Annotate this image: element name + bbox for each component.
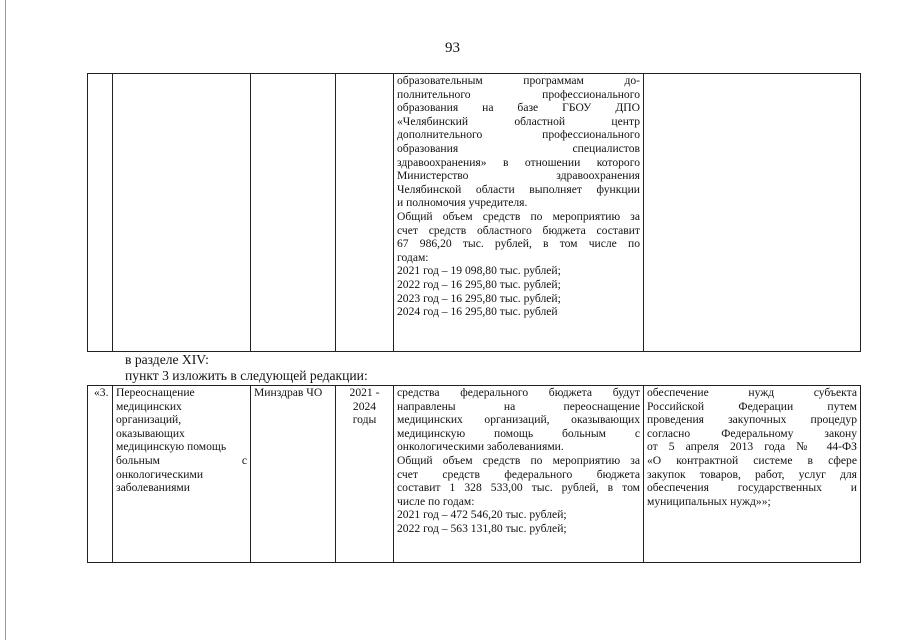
table1-period-cell	[336, 74, 394, 352]
table2-num-cell	[88, 386, 113, 563]
table2-period-cell: 2021 - 2024 годы	[336, 386, 394, 563]
item-instruction: пункт 3 изложить в следующей редакции:	[125, 368, 368, 383]
table2-result-cell: обеспечение нужд субъекта Российской Федерации путем проведения закупочных процедур согласно Федеральному закону от 5 апреля 2013 года № 44-ФЗ «О контрактной системе в сфере закупок товаров, работ, услуг для обеспечения государственных и муниципальных нужд»»;	[644, 386, 861, 563]
table2-executor-cell	[251, 386, 336, 563]
item-number: «3.	[94, 386, 109, 399]
table2-name-cell: Переоснащение медицинских организаций, оказывающих медицинскую помощь больным с онкологическими заболеваниями	[113, 386, 251, 563]
table1-name-cell	[113, 74, 251, 352]
executor-label: Минздрав ЧО	[254, 386, 323, 399]
program-table-bottom	[87, 385, 861, 563]
table1-description-cell: образовательным программам до- полнительного профессионального образования на базе ГБОУ ДПО «Челябинский областной центр дополнительного профессионального образования специалистов здравоохранения» в отношении которого Министерство здравоохранения Челябинской области выполняет функции и полномочия учредителя. Общий объем средств по мероприятию за счет средств областного бюджета составит 67 986,20 тыс. рублей, в том числе по годам: 2021 год – 19 098,80 тыс. рублей; 2022 год – 16 295,80 тыс. рублей; 2023 год – 16 295,80 тыс. рублей; 2024 год – 16 295,80 тыс. рублей	[394, 74, 644, 352]
table1-executor-cell	[251, 74, 336, 352]
table2-description-cell: средства федерального бюджета будут направлены на переоснащение медицинских организаций, оказывающих медицинскую помощь больным с онкологическими заболеваниями. Общий объем средств по мероприятию за счет средств федерального бюджета составит 1 328 533,00 тыс. рублей, в том числе по годам: 2021 год – 472 546,20 тыс. рублей; 2022 год – 563 131,80 тыс. рублей;	[394, 386, 644, 563]
table1-result-cell	[644, 74, 861, 352]
page-number: 93	[445, 40, 460, 56]
table1-num-cell	[88, 74, 113, 352]
section-heading: в разделе XIV:	[125, 352, 209, 367]
left-margin-line	[5, 0, 6, 640]
program-table-top	[87, 73, 861, 352]
